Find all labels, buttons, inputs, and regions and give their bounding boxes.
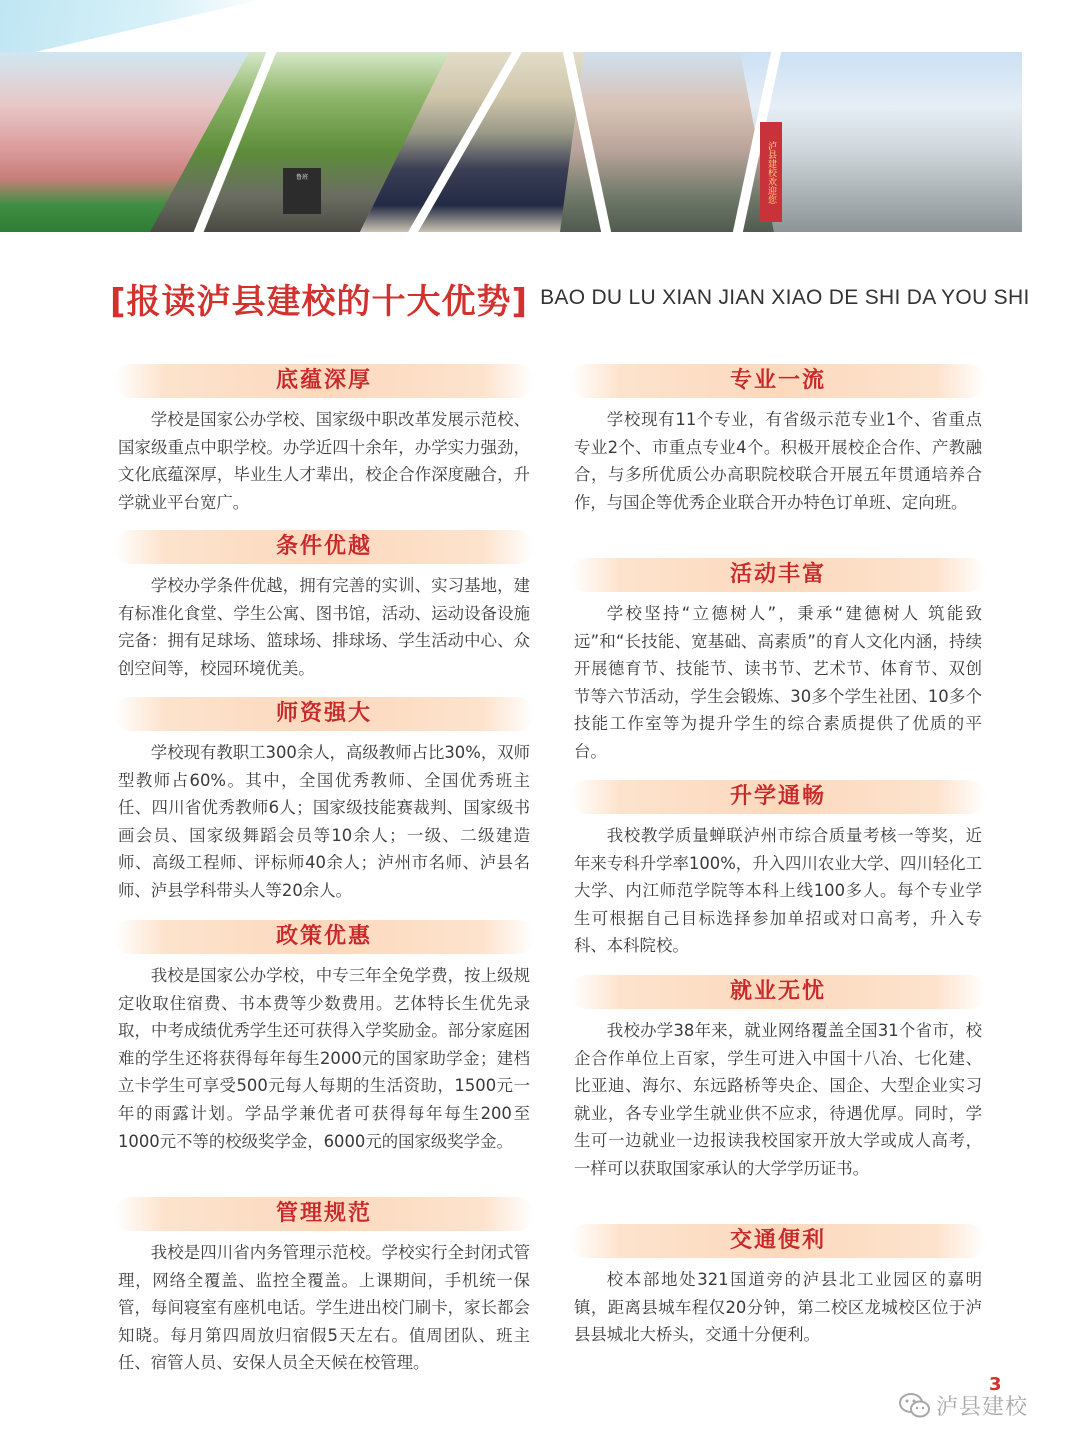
section-text: 学校是国家公办学校、国家级中职改革发展示范校、国家级重点中职学校。办学近四十余年，办学实力强劲，文化底蕴深厚，毕业生人才辈出，校企合作深度融合，升学就业平台宽广。: [118, 410, 530, 512]
title-chinese: [报读泸县建校的十大优势]: [110, 281, 529, 322]
section-text: 我校是国家公办学校，中专三年全免学费，按上级规定收取住宿费、书本费等少数费用。艺体特长生优先录取，中考成绩优秀学生还可获得入学奖励金。部分家庭困难的学生还将获得每年每生2000元的国家助学金；建档立卡学生可享受500元每人每期的生活资助，1500元一年的雨露计划。学品学兼优者可获得每年每生200至1000元不等的校级奖学金，6000元的国家级奖学金。: [118, 966, 530, 1151]
section-heading: 专业一流: [570, 364, 986, 398]
section-heading: 管理规范: [114, 1197, 534, 1231]
wechat-icon: [898, 1392, 932, 1420]
section-heading: 师资强大: [114, 697, 534, 731]
title-pinyin: BAO DU LU XIAN JIAN XIAO DE SHI DA YOU SHI: [540, 286, 1030, 309]
photo-banner: [0, 52, 1022, 232]
section-transport: [570, 1224, 986, 1349]
section-heading: 升学通畅: [570, 780, 986, 814]
section-heading: 底蕴深厚: [114, 364, 534, 398]
section-heading: 条件优越: [114, 530, 534, 564]
section-text: 学校办学条件优越，拥有完善的实训、实习基地，建有标准化食堂、学生公寓、图书馆，活动、运动设备设施完备：拥有足球场、篮球场、排球场、学生活动中心、众创空间等，校园环境优美。: [118, 576, 530, 678]
section-faculty: [114, 697, 534, 905]
section-heading: 就业无忧: [570, 975, 986, 1009]
section-heading: 活动丰富: [570, 558, 986, 592]
section-text: 学校现有教职工300余人，高级教师占比30%，双师型教师占60%。其中，全国优秀教师、全国优秀班主任、四川省优秀教师6人；国家级技能赛裁判、国家级书画会员、国家级舞蹈会员等10余人；一级、二级建造师、高级工程师、评标师40余人；泸州市名师、泸县名师、泸县学科带头人等20余人。: [118, 743, 530, 900]
section-text: 我校教学质量蝉联泸州市综合质量考核一等奖，近年来专科升学率100%，升入四川农业大学、四川轻化工大学、内江师范学院等本科上线100多人。每个专业学生可根据自己目标选择参加单招或对口高考，升入专科、本科院校。: [574, 826, 982, 956]
section-activities: [570, 558, 986, 766]
statue-plaque: 鲁班: [283, 168, 321, 214]
section-further-study: [570, 780, 986, 960]
section-conditions: [114, 530, 534, 682]
photo-school-gate: [740, 52, 1022, 232]
section-text: 学校坚持“立德树人”，秉承“建德树人 筑能致远”和“长技能、宽基础、高素质”的育人文化内涵，持续开展德育节、技能节、读书节、艺术节、体育节、双创节等六节活动，学生会锻炼、30多个学生社团、10多个技能工作室等为提升学生的综合素质提供了优质的平台。: [574, 604, 982, 761]
page-title: [110, 270, 1030, 326]
section-employment: [570, 975, 986, 1183]
section-text: 学校现有11个专业，有省级示范专业1个、省重点专业2个、市重点专业4个。积极开展校企合作、产教融合，与多所优质公办高职院校联合开展五年贯通培养合作，与国企等优秀企业联合开办特色订单班、定向班。: [574, 410, 982, 512]
section-heritage: [114, 364, 534, 516]
gate-sign: 泸县建校欢迎您: [760, 122, 782, 222]
watermark-text: 泸县建校: [936, 1395, 1029, 1420]
section-management: [114, 1197, 534, 1377]
page-number: 3: [989, 1374, 1002, 1395]
section-majors: [570, 364, 986, 516]
section-heading: 交通便利: [570, 1224, 986, 1258]
section-policy: [114, 920, 534, 1155]
section-text: 我校办学38年来，就业网络覆盖全国31个省市，校企合作单位上百家，学生可进入中国十八冶、七化建、比亚迪、海尔、东远路桥等央企、国企、大型企业实习就业，各专业学生就业供不应求，待遇优厚。同时，学生可一边就业一边报读我校国家开放大学或成人高考，一样可以获取国家承认的大学学历证书。: [574, 1021, 982, 1178]
section-text: 校本部地处321国道旁的泸县北工业园区的嘉明镇，距离县城车程仅20分钟，第二校区龙城校区位于泸县县城北大桥头，交通十分便利。: [574, 1270, 982, 1345]
wechat-watermark: [898, 1390, 1028, 1421]
section-text: 我校是四川省内务管理示范校。学校实行全封闭式管理，网络全覆盖、监控全覆盖。上课期间，手机统一保管，每间寝室有座机电话。学生进出校门刷卡，家长都会知晓。每月第四周放归宿假5天左右。值周团队、班主任、宿管人员、安保人员全天候在校管理。: [118, 1243, 530, 1373]
corner-decoration: [0, 0, 260, 60]
section-heading: 政策优惠: [114, 920, 534, 954]
